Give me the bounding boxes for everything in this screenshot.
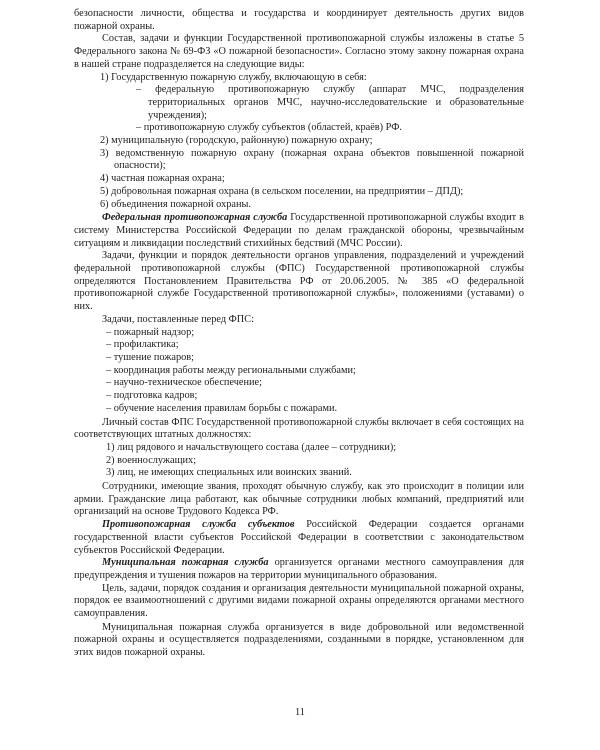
sub-list-item: – федеральную противопожарную службу (аппарат МЧС, подразделения территориальных органов МЧС, научно-исследовательские и образовательные учреждения); [136, 84, 524, 121]
list-item: – координация работы между региональными службами; [106, 364, 356, 376]
paragraph-municipal-goals: Цель, задачи, порядок создания и организация деятельности муниципальной пожарной охраны, порядок ее взаимоотношений с другими видами пожарной охраны определяются органами местного самоуправления. [74, 582, 524, 620]
paragraph-municipal-service [74, 557, 524, 582]
list-item: – подготовка кадров; [106, 390, 198, 402]
paragraph-continuation: безопасности личности, общества и государства и координирует деятельность других видов пожарной охраны. [74, 8, 524, 32]
paragraph-subjects-service-text: Российской Федерации создается органами государственной власти субъектов Российской Федерации в соответствии с законодательством субъектов Российской Федерации. [74, 519, 525, 556]
paragraph-municipal-service-text: организуется органами местного самоуправления для предупреждения и тушения пожаров на территории муниципального образования. [74, 557, 524, 581]
list-item: – обучение населения правилам борьбы с пожарами. [106, 402, 338, 414]
term-municipal-service: Муниципальная пожарная служба [102, 557, 269, 569]
list-item: – научно-техническое обеспечение; [106, 377, 262, 389]
sub-list-item: – противопожарную службу субъектов (областей, краёв) РФ. [136, 122, 402, 134]
paragraph-personnel: Личный состав ФПС Государственной противопожарной службы включает в себя состоящих на соответствующих штатных должностях: [74, 416, 524, 441]
paragraph-federal-service-text: Государственной противопожарной службы входит в систему Министерства Российской Федерации по делам гражданской обороны, чрезвычайным ситуациям и ликвидации последствий стихийных бедствий (МЧС России). [74, 212, 524, 249]
paragraph-federal-service [74, 212, 524, 250]
personnel-list [74, 442, 524, 480]
list-item: – профилактика; [106, 339, 179, 351]
list-item: 1) Государственную пожарную службу, включающую в себя: [100, 71, 367, 83]
list-item: 2) муниципальную (городскую, районную) пожарную охрану; [100, 135, 373, 147]
list-item: 3) ведомственную пожарную охрану (пожарная охрана объектов повышенной пожарной опасности); [100, 147, 524, 172]
paragraph-law-intro: Состав, задачи и функции Государственной противопожарной службы изложены в статье 5 Федерального закона № 69-ФЗ «О пожарной безопасности». Согласно этому закону пожарная охрана в нашей стране подразделяется на следующие виды: [74, 33, 524, 70]
paragraph-subjects-service [74, 519, 524, 557]
term-subjects-service: Противопожарная служба субъектов [102, 519, 295, 531]
paragraph-municipal-organization: Муниципальная пожарная служба организуется в виде добровольной или ведомственной пожарной охраны и осуществляется подразделениями, созданными в порядке, установленном для этих видов пожарной охраны. [74, 621, 524, 659]
list-item: 1) лиц рядового и начальствующего состава (далее – сотрудники); [106, 441, 397, 453]
fire-protection-types-list [74, 72, 524, 212]
list-item: – тушение пожаров; [106, 351, 195, 363]
page-number: 11 [295, 707, 305, 718]
paragraph-employees: Сотрудники, имеющие звания, проходят обычную службу, как это происходит в полиции или армии. Гражданские лица работают, как обычные сотрудники любых компаний, предприятий или организаций на основе Трудового Кодекса РФ. [74, 481, 524, 518]
list-item: 4) частная пожарная охрана; [100, 173, 225, 185]
paragraph-fps-tasks-heading: Задачи, поставленные перед ФПС: [102, 313, 254, 325]
list-item: 3) лиц, не имеющих специальных или воинских званий. [106, 467, 352, 479]
term-federal-service: Федеральная противопожарная служба [102, 212, 288, 224]
list-item: 2) военнослужащих; [106, 454, 197, 466]
list-item: 5) добровольная пожарная охрана (в сельском поселении, на предприятии – ДПД); [100, 185, 464, 197]
fps-tasks-list [74, 327, 524, 416]
paragraph-fps-regulation: Задачи, функции и порядок деятельности органов управления, подразделений и учреждений федеральной противопожарной службы (ФПС) Государственной противопожарной службы определяются Постановлением Правительства РФ от 20.06.2005. № 385 «О федеральной противопожарной службе Государственной противопожарной службы», положениями (уставами) о них. [74, 250, 524, 313]
list-item: – пожарный надзор; [106, 326, 195, 338]
list-item: 6) объединения пожарной охраны. [100, 198, 251, 210]
